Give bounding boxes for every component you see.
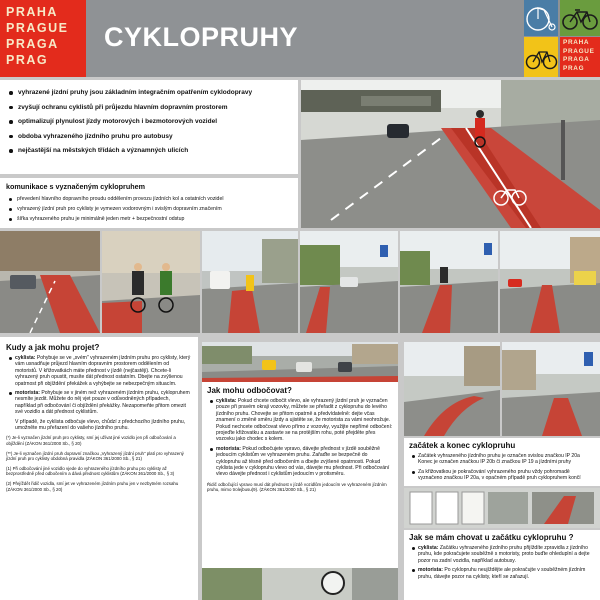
legal-note: (*) Je-li vyznačen jízdní pruh pro cyklisty, smí jej užívat jiné vozidlo jen při odbočování a objíždění (ZÁKON 361/2000 Sb., § 20): [6, 435, 176, 447]
logo-line: PRAGUE: [6, 21, 69, 35]
main-point: zvyšují ochranu cyklistů při průjezdu hlavním dopravním prostorem: [6, 101, 292, 116]
logo-line: PRAHA: [6, 5, 58, 19]
item-text: Začátku vyhrazeného jízdního pruhu přijíždíte zpravidla z jízdního pruhu, kde pokračujete souběžně s motoristy, proto buďte ohleduplní a dejte pozor na zadní vozidla, například autobusy.: [418, 545, 590, 564]
communications-item: šířka vyhrazeného pruhu je minimálně jeden metr + bezpečnostní odstup: [6, 214, 292, 224]
start-end-box: [404, 438, 600, 486]
item-text: Pokud odbočujete vpravo, dávejte přednost v jízdě souběžně jedoucím cyklistům ve vyhrazeném pruhu. Zařaďte se bezpečně do cyklopruhu až těsně před odbočením a dbejte zvýšené opatrnosti. Pokud cyklista jede v cyklopruhu vlevo od vás, dávejte mu přednost. Při odbočování vlevo dávejte přednost i cyklistům jedoucím v protisměru.: [216, 445, 390, 478]
legal-note: Řidič odbočující vpravo musí dát přednost v jízdě vozidlům jedoucím ve vyhrazeném jízdním pruhu, mimo trolejbusu(9). (ZÁKON 361/2000 Sb., § 21): [207, 481, 387, 493]
logo-line: PRAGUE: [563, 47, 595, 55]
header-bar: [0, 0, 600, 77]
start-end-item: Za křižovatkou je pokračování vyhrazeného pruhu vždy pohromadě vyznačeno značkou IP 20a, v opačném případě pruh cyklopruhem končí: [409, 469, 595, 482]
main-point: optimalizují plynulost jízdy motorových i bezmotorových vozidel: [6, 115, 292, 130]
turning-box: [202, 382, 398, 600]
cyclist-paragraph: [409, 545, 595, 564]
cyclists-photo: [102, 231, 200, 333]
main-point: obdoba vyhrazeného jízdního pruhu pro autobusy: [6, 130, 292, 145]
item-label: cyklista:: [15, 355, 36, 361]
item-text: Pohybuje se ve „svém" vyhrazeném jízdním pruhu pro cyklisty, který vám usnadňuje průjezd hlavním dopravním prostorem oddělením od motoristů. V křižovatkách máte přednost v jízdě (nejčastěji). Chcete-li vyhrazený pruh opustit, musíte dát přednost ostatním. Dbejte na zvýšenou opatrnost při objíždění překážek a vyhýbejte se nebezpečným situacím.: [15, 355, 191, 387]
cyclist-paragraph: [6, 355, 192, 387]
logo-line: PRAG: [563, 64, 585, 72]
turning-heading: Jak mohu odbočovat?: [207, 386, 292, 395]
penny-farthing-bicycle-icon: [524, 0, 558, 36]
lane-sign-strip: [404, 488, 600, 528]
where-to-go-box: [0, 337, 198, 600]
traffic-photo: [202, 342, 398, 382]
bicycle-icon: [560, 0, 600, 36]
logo-line: PRAGA: [563, 56, 590, 64]
lane-photo-1: [404, 342, 500, 436]
motorist-paragraph: [207, 446, 393, 478]
communications-item: vyhrazený jízdní pruh pro cyklisty je vymezen vodorovným i svislým dopravním značením: [6, 204, 292, 214]
communications-box: [0, 178, 298, 228]
behaviour-box: [404, 530, 600, 600]
street-photo-5: [500, 231, 600, 333]
item-label: cyklista:: [216, 398, 237, 404]
logo-line: PRAG: [6, 53, 49, 67]
item-label: motorista:: [418, 567, 443, 574]
logo-line: PRAHA: [563, 39, 590, 46]
main-points-list: [0, 80, 298, 174]
legal-note: (1) Při odbočování jiné vozidlo vjede do vyhrazeného jízdního pruhu pro cyklisty až bezprostředně před odbočením a dává přednost cyklistům (ZÁKON 361/2000 Sb., § 3): [6, 465, 175, 477]
main-point: nejčastější na městských třídách a významných ulicích: [6, 144, 292, 159]
legal-note: (**) Je-li vyznačen jízdní pruh dopravní značkou „Vyhrazený jízdní pruh" platí pro vyhrazený jízdní pruh pro cyklisty obdobná pravidla (ZÁKON 361/2000 Sb., § 21): [6, 450, 184, 462]
motorist-paragraph: [6, 390, 192, 416]
hero-photo: [301, 80, 600, 228]
street-photo-1: [0, 231, 100, 333]
start-end-item: Začátek vyhrazeného jízdního pruhu je označen svislou značkou IP 20a Konec je označen značkou IP 20b či značkou IP 19 a jízdními pruhy: [409, 453, 595, 466]
lane-photo-2: [502, 342, 600, 436]
logo-line: PRAGA: [6, 37, 59, 51]
start-end-heading: začátek a konec cyklopruhu: [409, 441, 516, 450]
legal-note: (2) Přejíždět řidič vozidla, smí jet ve vyhrazeném jízdním pruhu jen v nezbytném rozsahu (ZÁKON 361/2000 Sb., § 20): [6, 481, 179, 492]
communications-heading: komunikace s vyznačeným cyklopruhem: [6, 182, 146, 191]
praha-logo: [0, 0, 86, 77]
bicycle-icon-yellow-tile: [524, 37, 558, 77]
praha-logo-small: [560, 37, 600, 77]
road-photo-small: [202, 568, 398, 600]
street-photo-4: [400, 231, 498, 333]
where-to-go-heading: Kudy a jak mohu projet?: [6, 343, 100, 352]
item-label: cyklista:: [418, 545, 439, 551]
left-turn-paragraph: V případě, že cyklista odbočuje vlevo, chůdzí z předchozího jízdního pruhu, umožněte mu přeřazení do vašeho jízdního pruhu.: [15, 418, 186, 432]
motorist-paragraph: [409, 567, 595, 580]
item-label: motorista:: [216, 445, 241, 452]
item-text: Po cyklopruhu neujíždějte ale pokračujte v souběžném jízdním pruhu, dávejte pozor na cyklisty, kteří se zařazují.: [418, 567, 586, 580]
item-text: Pokud chcete odbočit vlevo, ale vyhrazený jízdní pruh je vyznačen pouze při pravém okraji vozovky, můžete se přeřadit z cyklopruhu do levého jízdního pruhu. Chovejte se přitom opatrně a předvídatelně: dejte včas znamení o změně směru jízdy a ujistěte se, že motorista za vámi neohrožuje. Pokud nechcete odbočovat vlevo přímo z vozovky, využijte nepřímé odbočení: projeďte křižovatku a zastavte se na protějším rohu, poté přejděte přes vozovku jako chodec s kolem.: [216, 398, 393, 443]
item-label: motorista:: [15, 390, 40, 397]
page-title: CYKLOPRUHY: [104, 22, 299, 52]
street-photo-2: [202, 231, 298, 333]
item-text: Pohybuje se v jiném než vyhrazeném jízdním pruhu, cyklopruhem nesmíte jezdit. Můžete do něj vjet pouze v odůvodněných případech, například při odbočování či objíždění překážky. Nezapomeňte přitom omezit své vozidlo a dát přednost cyklistům.: [15, 390, 190, 416]
behaviour-heading: Jak se mám chovat u začátku cyklopruhu ?: [409, 533, 574, 542]
communications-item: převedení hlavního dopravního proudu oddělením provozu jízdních kol a ostatních vozidel: [6, 194, 292, 204]
main-point: vyhrazené jízdní pruhy jsou základním integračním opatřením cyklodopravy: [6, 86, 292, 101]
street-photo-3: [300, 231, 398, 333]
cyclist-paragraph: [207, 398, 393, 443]
